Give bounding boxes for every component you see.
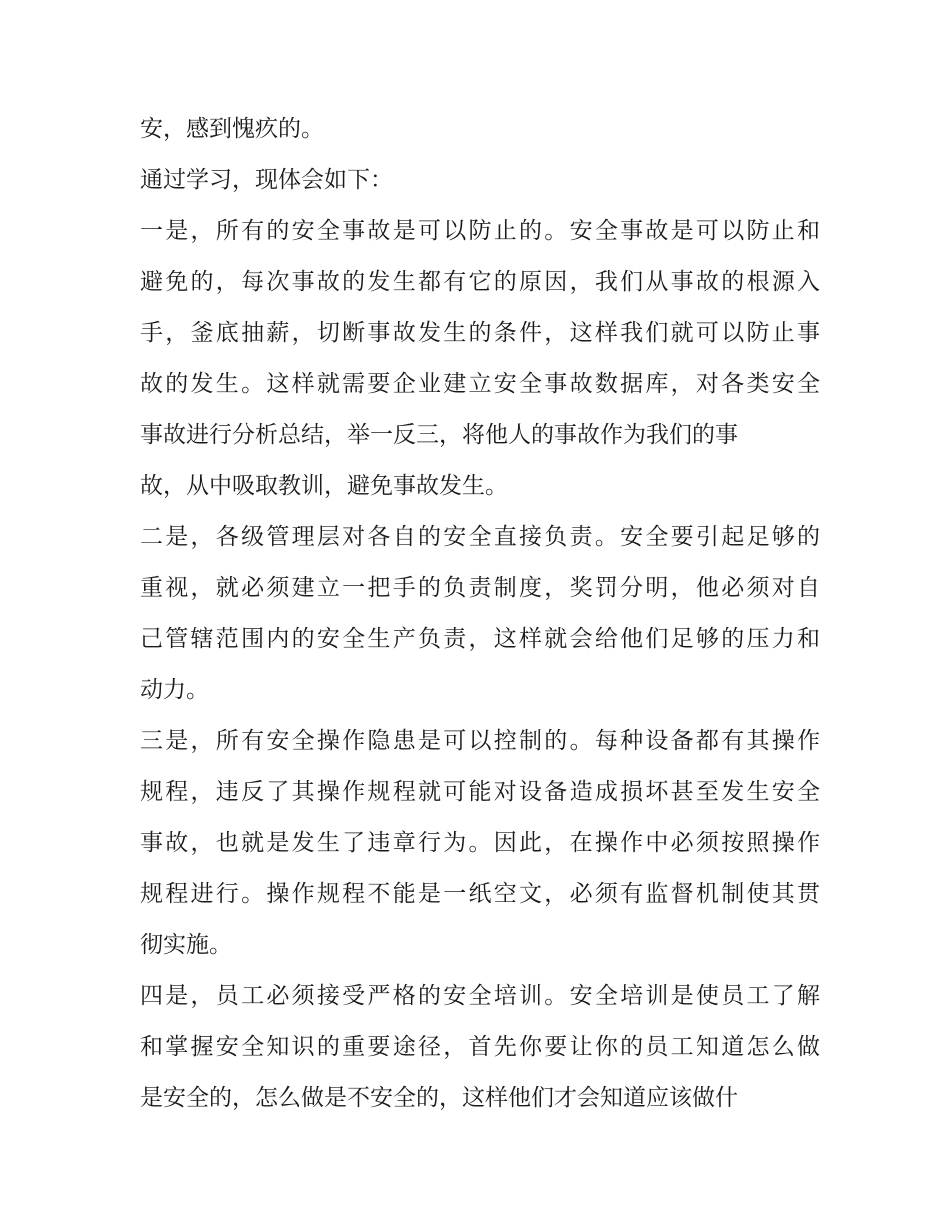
text-line: 三是，所有安全操作隐患是可以控制的。每种设备都有其操作 bbox=[140, 728, 820, 754]
text-line: 故，从中吸取教训，避免事故发生。 bbox=[140, 473, 508, 499]
text-line: 规程，违反了其操作规程就可能对设备造成损坏甚至发生安全 bbox=[140, 779, 820, 805]
text-line: 是安全的，怎么做是不安全的，这样他们才会知道应该做什 bbox=[140, 1085, 738, 1111]
text-line: 安，感到愧疚的。 bbox=[140, 116, 324, 142]
text-line: 二是，各级管理层对各自的安全直接负责。安全要引起足够的 bbox=[140, 524, 820, 550]
text-line: 事故，也就是发生了违章行为。因此，在操作中必须按照操作 bbox=[140, 830, 820, 856]
text-line: 动力。 bbox=[140, 677, 209, 703]
text-line: 通过学习，现体会如下： bbox=[140, 167, 393, 193]
text-line: 己管辖范围内的安全生产负责，这样就会给他们足够的压力和 bbox=[140, 626, 820, 652]
text-line: 故的发生。这样就需要企业建立安全事故数据库，对各类安全 bbox=[140, 371, 820, 397]
text-line: 和掌握安全知识的重要途径，首先你要让你的员工知道怎么做 bbox=[140, 1034, 820, 1060]
text-line: 一是，所有的安全事故是可以防止的。安全事故是可以防止和 bbox=[140, 218, 820, 244]
body-text bbox=[140, 104, 820, 1124]
text-line: 规程进行。操作规程不能是一纸空文，必须有监督机制使其贯 bbox=[140, 881, 820, 907]
text-line: 事故进行分析总结，举一反三，将他人的事故作为我们的事 bbox=[140, 422, 738, 448]
text-line: 重视，就必须建立一把手的负责制度，奖罚分明，他必须对自 bbox=[140, 575, 820, 601]
text-line: 避免的，每次事故的发生都有它的原因，我们从事故的根源入 bbox=[140, 269, 820, 295]
text-line: 彻实施。 bbox=[140, 932, 232, 958]
text-line: 手，釜底抽薪，切断事故发生的条件，这样我们就可以防止事 bbox=[140, 320, 820, 346]
text-line: 四是，员工必须接受严格的安全培训。安全培训是使员工了解 bbox=[140, 983, 820, 1009]
